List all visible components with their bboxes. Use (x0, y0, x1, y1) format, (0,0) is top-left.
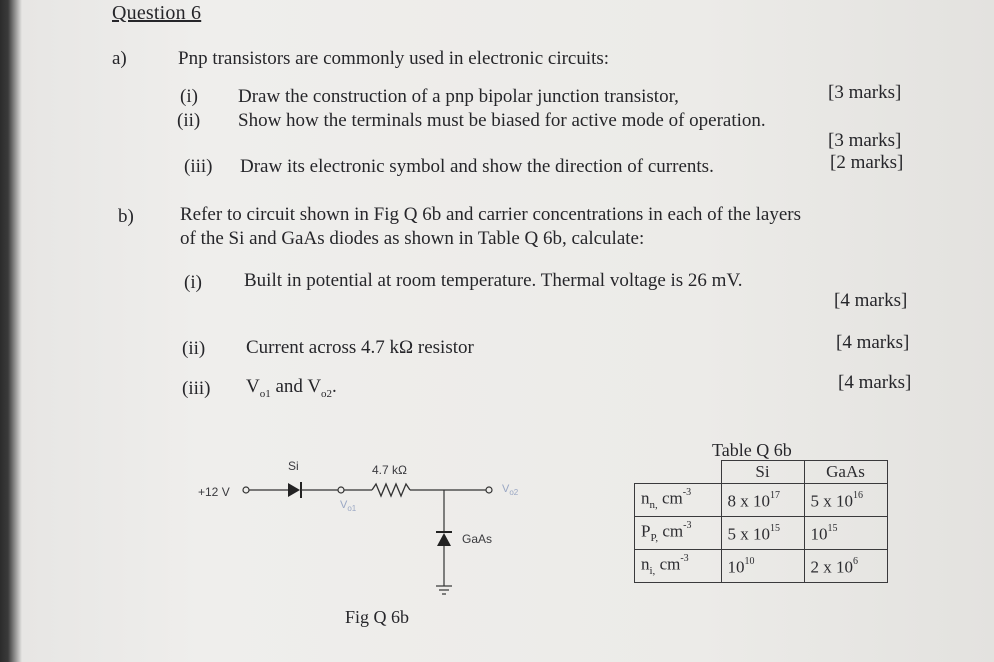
si-diode-symbol (288, 482, 301, 498)
part-a-item-3-text: Draw its electronic symbol and show the direction of currents. (240, 156, 714, 177)
table-header-row (635, 461, 888, 484)
part-a-item-1-marks: [3 marks] (828, 82, 902, 103)
circuit-diagram (180, 450, 540, 620)
resistor-symbol (372, 484, 410, 496)
part-b-item-1-text: Built in potential at room temperature. Thermal voltage is 26 mV. (244, 270, 743, 291)
node-vo1 (338, 487, 344, 493)
cell-gaas-nn: 5 x $10^{16}$ (804, 484, 887, 517)
part-a-item-2-marks: [3 marks] (828, 130, 902, 151)
table-row (635, 517, 888, 550)
part-b-intro-line2: of the Si and GaAs diodes as shown in Table Q 6b, calculate: (180, 228, 645, 249)
header-si: Si (721, 461, 804, 484)
part-a-item-2-num: (ii) (177, 110, 201, 131)
part-b-label: b) (118, 206, 134, 227)
part-b-item-2-text: Current across 4.7 kΩ resistor (246, 337, 474, 358)
row-label-pp: $P_{P,}$ $cm^{-3}$ (635, 517, 722, 550)
part-a-item-1-num: (i) (180, 86, 198, 107)
ground-symbol (436, 586, 452, 594)
part-a-item-3-marks: [2 marks] (830, 152, 904, 173)
source-label: +12 V (198, 485, 230, 499)
carrier-concentration-table (634, 460, 888, 583)
row-label-nn: $n_{n,}$ $cm^{-3}$ (635, 484, 722, 517)
source-terminal (243, 487, 249, 493)
part-b-item-3-num: (iii) (182, 378, 211, 399)
part-b-intro-line1: Refer to circuit shown in Fig Q 6b and carrier concentrations in each of the layers (180, 204, 801, 225)
vo2-label: $V_{o2}$ (502, 483, 519, 497)
table-row (635, 550, 888, 583)
cell-gaas-ni: 2 x $10^6$ (804, 550, 887, 583)
si-diode-label: Si (288, 459, 299, 473)
figure-caption: Fig Q 6b (345, 607, 410, 627)
gaas-diode-symbol (436, 532, 452, 546)
part-b-item-3-text: $V_{o1}$ and $V_{o2}$. (246, 376, 337, 400)
cell-si-nn: 8 x $10^{17}$ (721, 484, 804, 517)
part-a-item-2-text: Show how the terminals must be biased for active mode of operation. (238, 110, 766, 131)
cell-gaas-pp: $10^{15}$ (804, 517, 887, 550)
node-vo2 (486, 487, 492, 493)
table-row (635, 484, 888, 517)
part-a-intro: Pnp transistors are commonly used in electronic circuits: (178, 48, 610, 69)
table-caption: Table Q 6b (712, 440, 792, 460)
question-title: Question 6 (112, 2, 202, 24)
gaas-diode-label: GaAs (462, 532, 493, 546)
part-b-item-2-marks: [4 marks] (836, 332, 910, 353)
part-b-item-2-num: (ii) (182, 338, 206, 359)
cell-si-pp: 5 x $10^{15}$ (721, 517, 804, 550)
part-b-item-1-num: (i) (184, 272, 202, 293)
resistor-label: 4.7 kΩ (372, 463, 407, 477)
part-a-item-3-num: (iii) (184, 156, 213, 177)
cell-si-ni: $10^{10}$ (721, 550, 804, 583)
part-a-item-1-text: Draw the construction of a pnp bipolar junction transistor, (238, 86, 679, 107)
part-a-label: a) (112, 48, 127, 69)
row-label-ni: $n_{i,}$ $cm^{-3}$ (635, 550, 722, 583)
part-b-item-3-marks: [4 marks] (838, 372, 912, 393)
vo1-label: $V_{o1}$ (340, 499, 357, 513)
part-b-item-1-marks: [4 marks] (834, 290, 908, 311)
header-gaas: GaAs (804, 461, 887, 484)
